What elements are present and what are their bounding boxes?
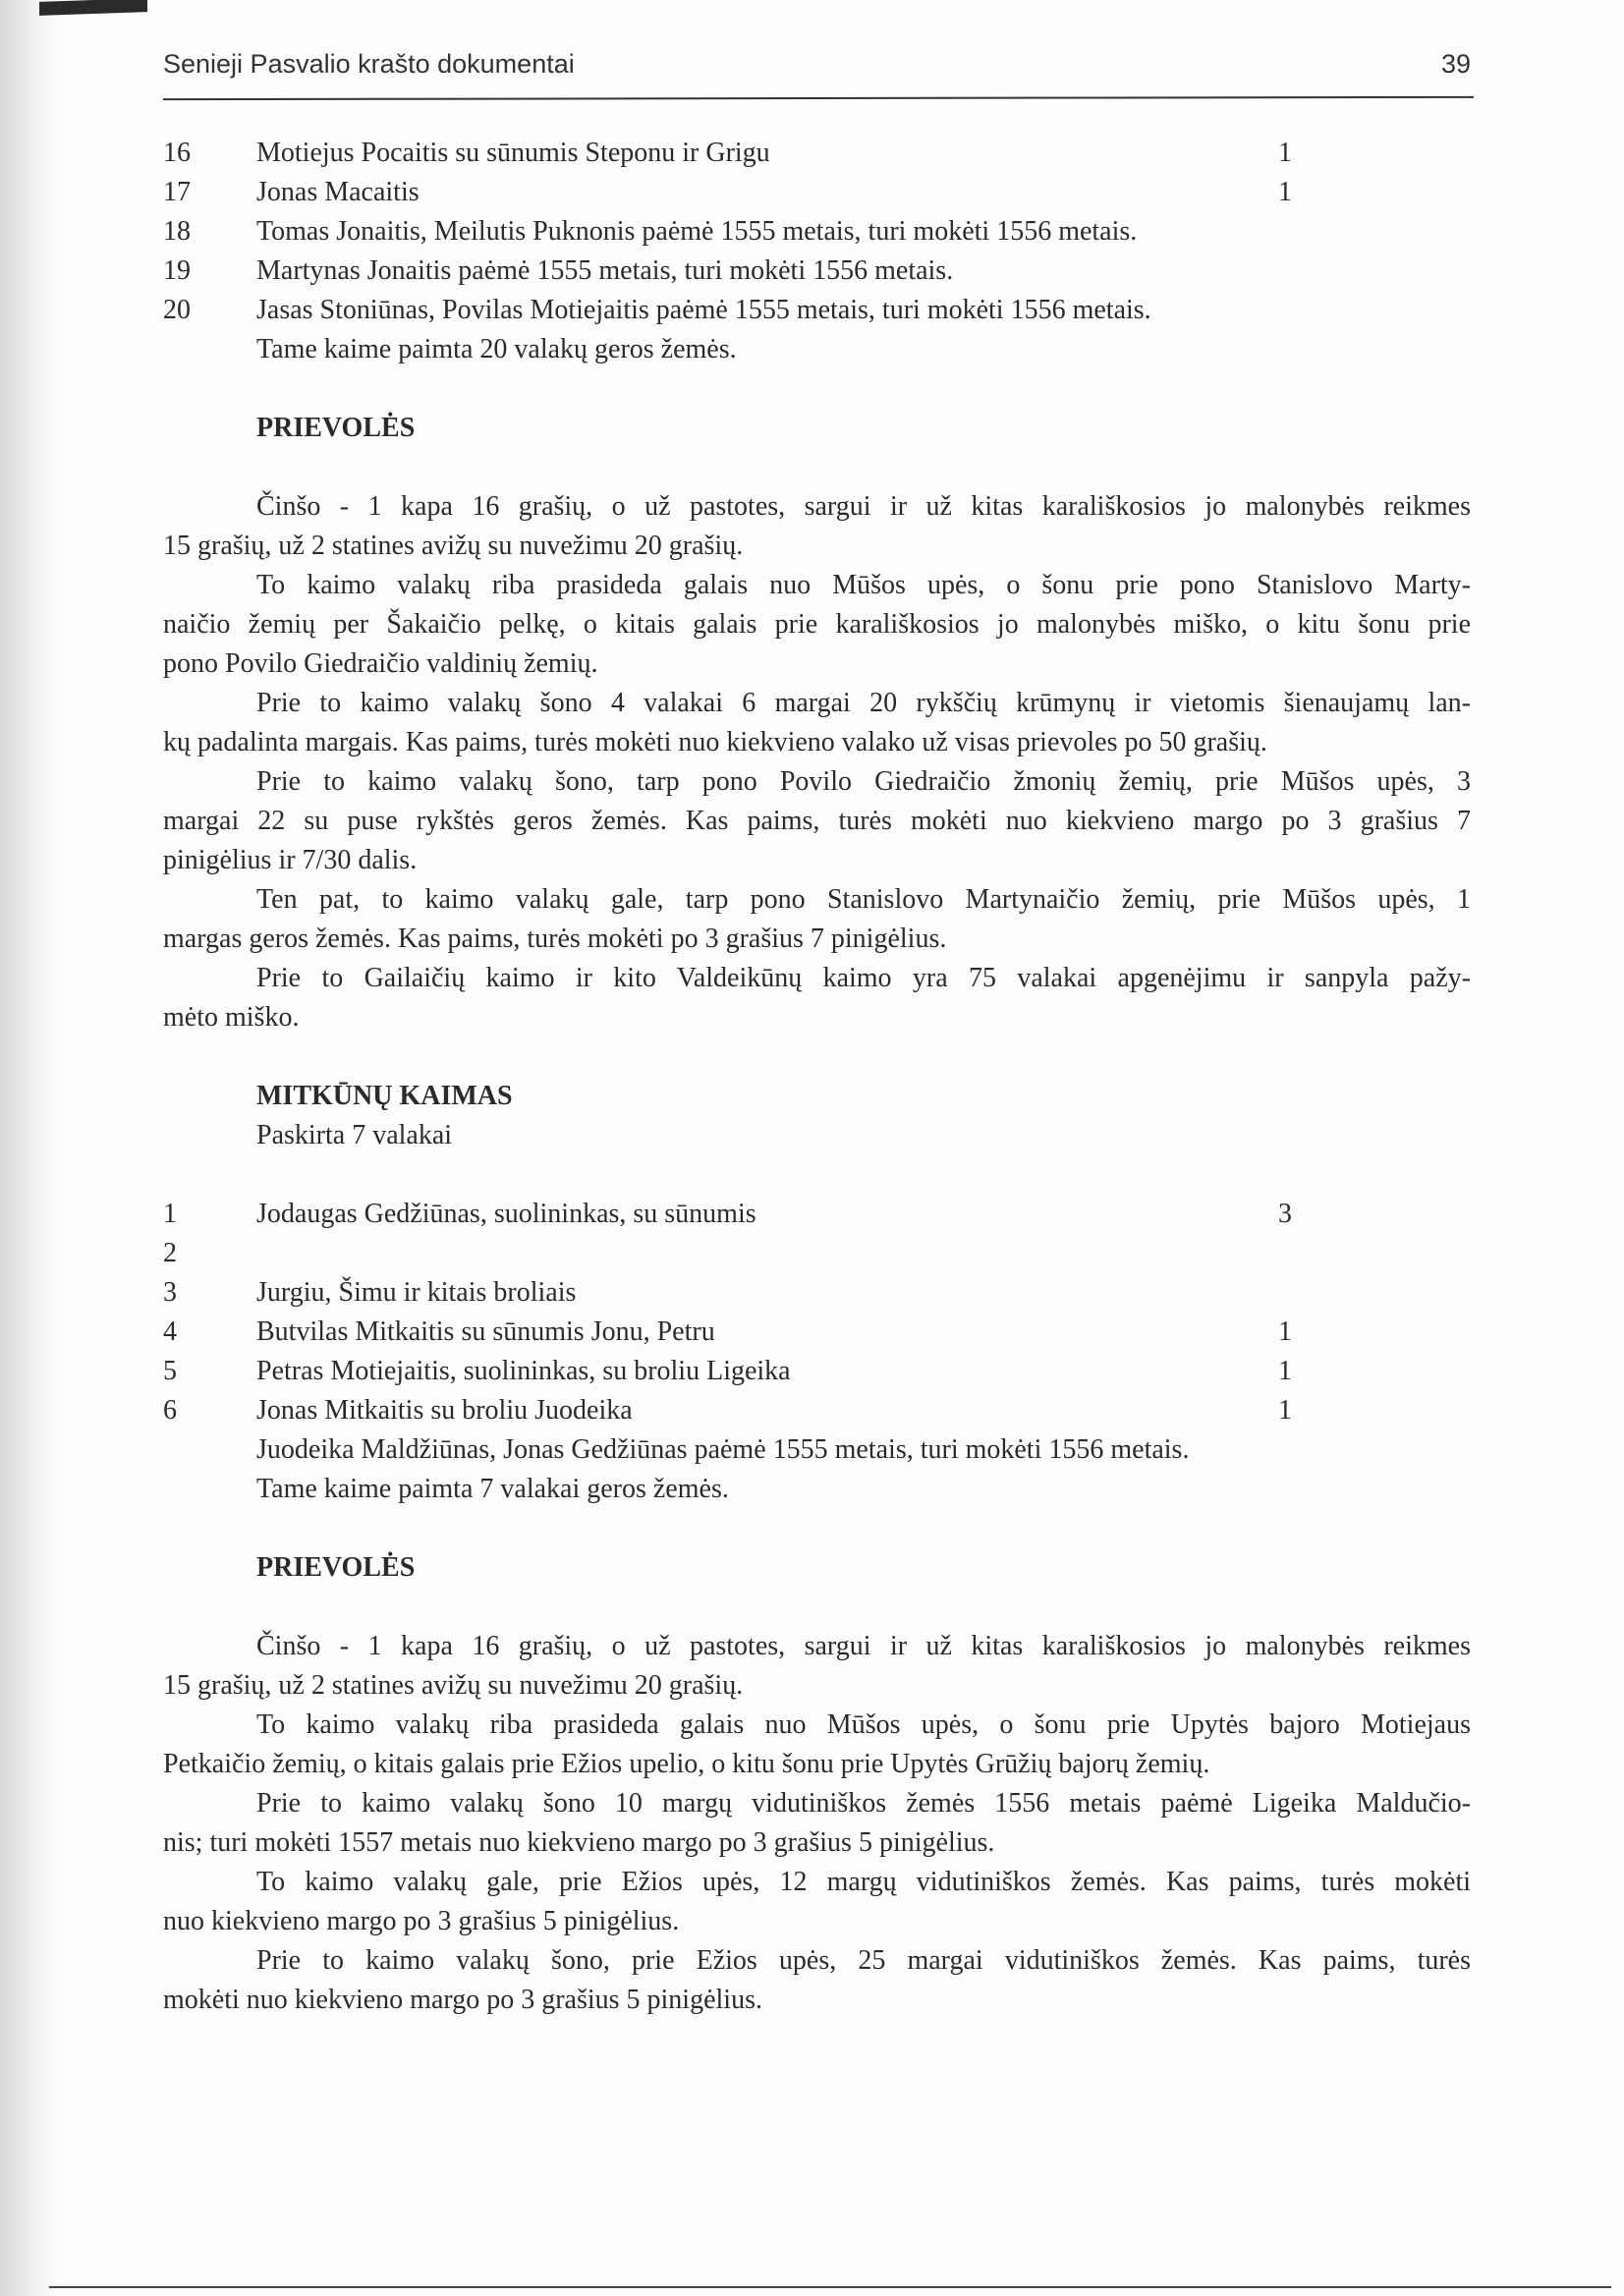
paragraph-line: mokėti nuo kiekvieno margo po 3 grašius 5 pinigėlius.: [163, 1985, 762, 2015]
row-number: 3: [163, 1277, 177, 1308]
paragraph: [163, 762, 1471, 880]
section-2-paragraphs: [163, 1627, 1471, 2020]
paragraph: [163, 1863, 1471, 1941]
paragraph-line: 15 grašių, už 2 statines avižų su nuvežimu 20 grašių.: [163, 1670, 744, 1701]
section-1-paragraphs: [163, 487, 1471, 1037]
paragraph-line: To kaimo valakų gale, prie Ežios upės, 12 margų vidutiniškos žemės. Kas paims, turės mokėti: [256, 1867, 1471, 1897]
paragraph-line: pinigėlius ir 7/30 dalis.: [163, 845, 418, 875]
page-header: [163, 49, 1471, 90]
paragraph-line: Činšo - 1 kapa 16 grašių, o už pastotes, sargui ir už kitas karališkosios jo malonybės reikmes: [256, 1631, 1471, 1661]
tenant-list-1: [163, 134, 1471, 330]
row-text: [256, 1234, 1278, 1273]
paragraph-line: naičio žemių per Šakaičio pelkę, o kitais galais prie karališkosios jo malonybės miško, o kitu šonu prie: [163, 609, 1471, 640]
paragraph-line: To kaimo valakų riba prasideda galais nuo Mūšos upės, o šonu prie pono Stanislovo Marty-: [256, 570, 1471, 600]
paragraph-line: nuo kiekvieno margo po 3 grašius 5 pinigėlius.: [163, 1906, 680, 1936]
list-item: [163, 1352, 1471, 1391]
paragraph-line: Prie to kaimo valakų šono 4 valakai 6 margai 20 rykščių krūmynų ir vietomis šienaujamų lan-: [256, 688, 1471, 718]
row-number: 2: [163, 1238, 177, 1268]
row-text: Jonas Macaitis: [256, 177, 420, 207]
scan-corner-mark: [39, 0, 147, 16]
village-subtitle: Paskirta 7 valakai: [256, 1120, 453, 1150]
paragraph: [163, 487, 1471, 566]
row-quantity: [1278, 1234, 1337, 1273]
list-note: Tame kaime paimta 7 valakai geros žemės.: [256, 1474, 729, 1504]
paragraph-line: Prie to kaimo valakų šono, prie Ežios upės, 25 margai vidutiniškos žemės. Kas paims, turės: [256, 1945, 1471, 1976]
row-quantity: [1278, 291, 1337, 330]
paragraph: [163, 880, 1471, 959]
paragraph-line: To kaimo valakų riba prasideda galais nuo Mūšos upės, o šonu prie Upytės bajoro Motiejaus: [256, 1709, 1471, 1740]
paragraph: [163, 959, 1471, 1037]
paragraph: [163, 684, 1471, 762]
row-text: Butvilas Mitkaitis su sūnumis Jonu, Petru: [256, 1316, 715, 1347]
paragraph-line: 15 grašių, už 2 statines avižų su nuvežimu 20 grašių.: [163, 531, 744, 561]
row-number: 17: [163, 177, 191, 207]
list-note: Juodeika Maldžiūnas, Jonas Gedžiūnas paėmė 1555 metais, turi mokėti 1556 metais.: [256, 1434, 1190, 1465]
paragraph: [163, 1706, 1471, 1784]
row-quantity: [1278, 212, 1337, 252]
row-text: Jurgiu, Šimu ir kitais broliais: [256, 1277, 577, 1308]
paragraph-line: Prie to kaimo valakų šono, tarp pono Povilo Giedraičio žmonių žemių, prie Mūšos upės, 3: [256, 766, 1471, 797]
running-title: Senieji Pasvalio krašto dokumentai: [163, 49, 575, 79]
paragraph-line: margas geros žemės. Kas paims, turės mokėti po 3 grašius 7 pinigėlius.: [163, 924, 947, 954]
section-heading: PRIEVOLĖS: [256, 413, 416, 443]
paragraph-line: Prie to kaimo valakų šono 10 margų vidutiniškos žemės 1556 metais paėmė Ligeika Maldučio-: [256, 1788, 1471, 1819]
paragraph: [163, 1784, 1471, 1863]
paragraph-line: nis; turi mokėti 1557 metais nuo kiekvieno margo po 3 grašius 5 pinigėlius.: [163, 1827, 995, 1858]
paragraph-line: pono Povilo Giedraičio valdinių žemių.: [163, 648, 598, 679]
row-number: 6: [163, 1395, 177, 1426]
row-quantity: [1278, 252, 1337, 291]
header-rule: [163, 96, 1474, 100]
paragraph-line: margai 22 su puse rykštės geros žemės. Kas paims, turės mokėti nuo kiekvieno margo po 3 grašius 7: [163, 806, 1471, 836]
row-quantity: 1: [1278, 1395, 1292, 1426]
list-item: [163, 173, 1471, 212]
row-text: Petras Motiejaitis, suolininkas, su broliu Ligeika: [256, 1356, 791, 1386]
paragraph: [163, 566, 1471, 684]
list-item: [163, 252, 1471, 291]
row-number: 4: [163, 1316, 177, 1347]
paragraph-line: Ten pat, to kaimo valakų gale, tarp pono Stanislovo Martynaičio žemių, prie Mūšos upės, 1: [256, 884, 1471, 915]
list-item: [163, 134, 1471, 173]
row-quantity: 3: [1278, 1199, 1292, 1229]
row-number: 5: [163, 1356, 177, 1386]
list-note: Tame kaime paimta 20 valakų geros žemės.: [256, 334, 737, 364]
list-item: [163, 1234, 1471, 1273]
section-heading: PRIEVOLĖS: [256, 1552, 416, 1583]
list-item: [163, 1273, 1471, 1313]
row-quantity: 1: [1278, 1356, 1292, 1386]
row-text: Martynas Jonaitis paėmė 1555 metais, turi mokėti 1556 metais.: [256, 255, 954, 286]
row-number: 1: [163, 1199, 177, 1229]
list-item: [163, 291, 1471, 330]
row-text: Tomas Jonaitis, Meilutis Puknonis paėmė 1555 metais, turi mokėti 1556 metais.: [256, 216, 1138, 247]
row-number: 16: [163, 138, 191, 168]
scan-bottom-edge: [49, 2286, 1611, 2288]
list-item: [163, 1195, 1471, 1234]
page-body: [163, 134, 1471, 2020]
row-number: 20: [163, 295, 191, 325]
row-number: 18: [163, 216, 191, 247]
row-text: Jodaugas Gedžiūnas, suolininkas, su sūnumis: [256, 1199, 756, 1229]
row-quantity: [1278, 1273, 1337, 1313]
paragraph-line: kų padalinta margais. Kas paims, turės mokėti nuo kiekvieno valako už visas prievoles po 50 grašių.: [163, 727, 1267, 757]
tenant-list-2: [163, 1195, 1471, 1430]
village-title: MITKŪNŲ KAIMAS: [256, 1081, 513, 1111]
row-quantity: 1: [1278, 1316, 1292, 1347]
list-item: [163, 1391, 1471, 1430]
paragraph-line: mėto miško.: [163, 1002, 300, 1033]
row-text: Jasas Stoniūnas, Povilas Motiejaitis paėmė 1555 metais, turi mokėti 1556 metais.: [256, 295, 1151, 325]
paragraph-line: Prie to Gailaičių kaimo ir kito Valdeikūnų kaimo yra 75 valakai apgenėjimu ir sanpyla pažy-: [256, 963, 1471, 993]
row-text: Jonas Mitkaitis su broliu Juodeika: [256, 1395, 633, 1426]
paragraph: [163, 1627, 1471, 1706]
paragraph: [163, 1941, 1471, 2020]
list-item: [163, 1313, 1471, 1352]
row-number: 19: [163, 255, 191, 286]
scan-edge-shadow: [0, 0, 59, 2296]
row-text: Motiejus Pocaitis su sūnumis Steponu ir Grigu: [256, 138, 770, 168]
paragraph-line: Petkaičio žemių, o kitais galais prie Ežios upelio, o kitu šonu prie Upytės Grūžių bajorų žemių.: [163, 1749, 1210, 1779]
row-quantity: 1: [1278, 177, 1292, 207]
paragraph-line: Činšo - 1 kapa 16 grašių, o už pastotes, sargui ir už kitas karališkosios jo malonybės reikmes: [256, 491, 1471, 522]
list-item: [163, 212, 1471, 252]
row-quantity: 1: [1278, 138, 1292, 168]
page-number: 39: [1440, 49, 1471, 79]
